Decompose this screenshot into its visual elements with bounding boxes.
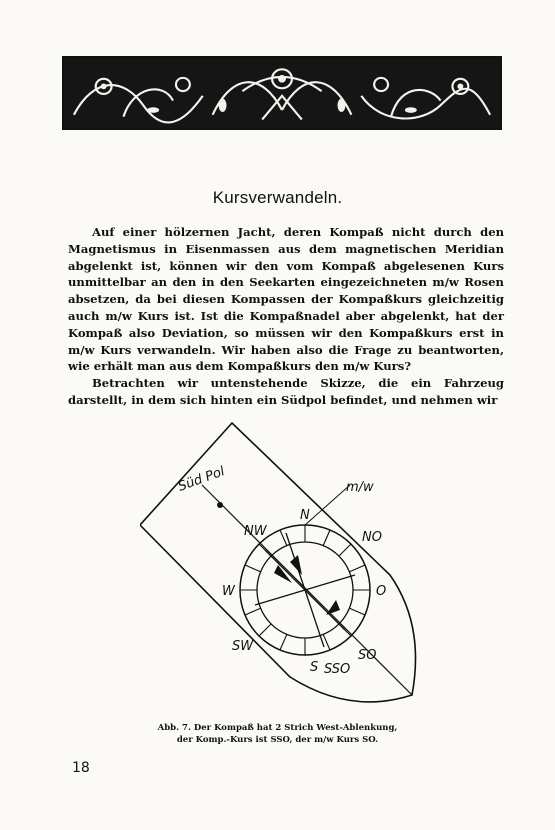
- label-sued-pol: Süd Pol: [176, 464, 227, 495]
- label-w: W: [222, 584, 235, 599]
- paragraph: Betrachten wir untenstehende Skizze, die ein Fahrzeug darstellt, in dem sich hinten ein Südpol befindet, und nehmen wir: [68, 376, 504, 407]
- page-number: 18: [72, 760, 90, 776]
- page-title: Kursverwandeln.: [212, 188, 343, 207]
- ship-compass-diagram: [140, 415, 430, 715]
- needle-arrow-icon: [290, 555, 302, 575]
- body-text: [68, 224, 504, 409]
- south-pole-marker: [217, 502, 223, 508]
- label-s: S: [310, 660, 319, 675]
- so-arrow-icon: [326, 600, 340, 615]
- label-sso: SSO: [324, 662, 351, 677]
- label-o: O: [376, 584, 387, 599]
- paragraph: Auf einer hölzernen Jacht, deren Kompaß nicht durch den Magnetismus in Eisenmassen aus dem magnetischen Meridian abgelenkt ist, können wir den vom Kompaß abgelesenen Kurs unmittelbar an den in den Seekarten eingezeichneten m/w Rosen absetzen, da bei diesen Kompassen der Kompaßkurs gleichzeitig auch m/w Kurs ist. Ist die Kompaßnadel aber abgelenkt, hat der Kompaß also Deviation, so müssen wir den Kompaßkurs erst in m/w Kurs verwandeln. Wir haben also die Frage zu beantworten, wie erhält man aus dem Kompaßkurs den m/w Kurs?: [68, 225, 504, 374]
- compass-figure: [140, 415, 430, 715]
- caption-line: Abb. 7. Der Kompaß hat 2 Strich West-Ablenkung,: [157, 723, 398, 733]
- label-mw: m/w: [346, 480, 374, 495]
- label-no: NO: [362, 530, 382, 545]
- caption-line: der Komp.-Kurs ist SSO, der m/w Kurs SO.: [176, 735, 379, 745]
- figure-caption: [0, 722, 555, 746]
- floral-ornament-icon: [64, 58, 500, 128]
- label-nw: NW: [244, 524, 267, 539]
- label-sw: SW: [232, 639, 254, 654]
- decorative-header-ornament: [62, 56, 502, 130]
- compass-course-line: [265, 550, 345, 630]
- mw-line: [305, 485, 350, 525]
- label-n: N: [300, 508, 310, 523]
- label-so: SO: [358, 648, 377, 663]
